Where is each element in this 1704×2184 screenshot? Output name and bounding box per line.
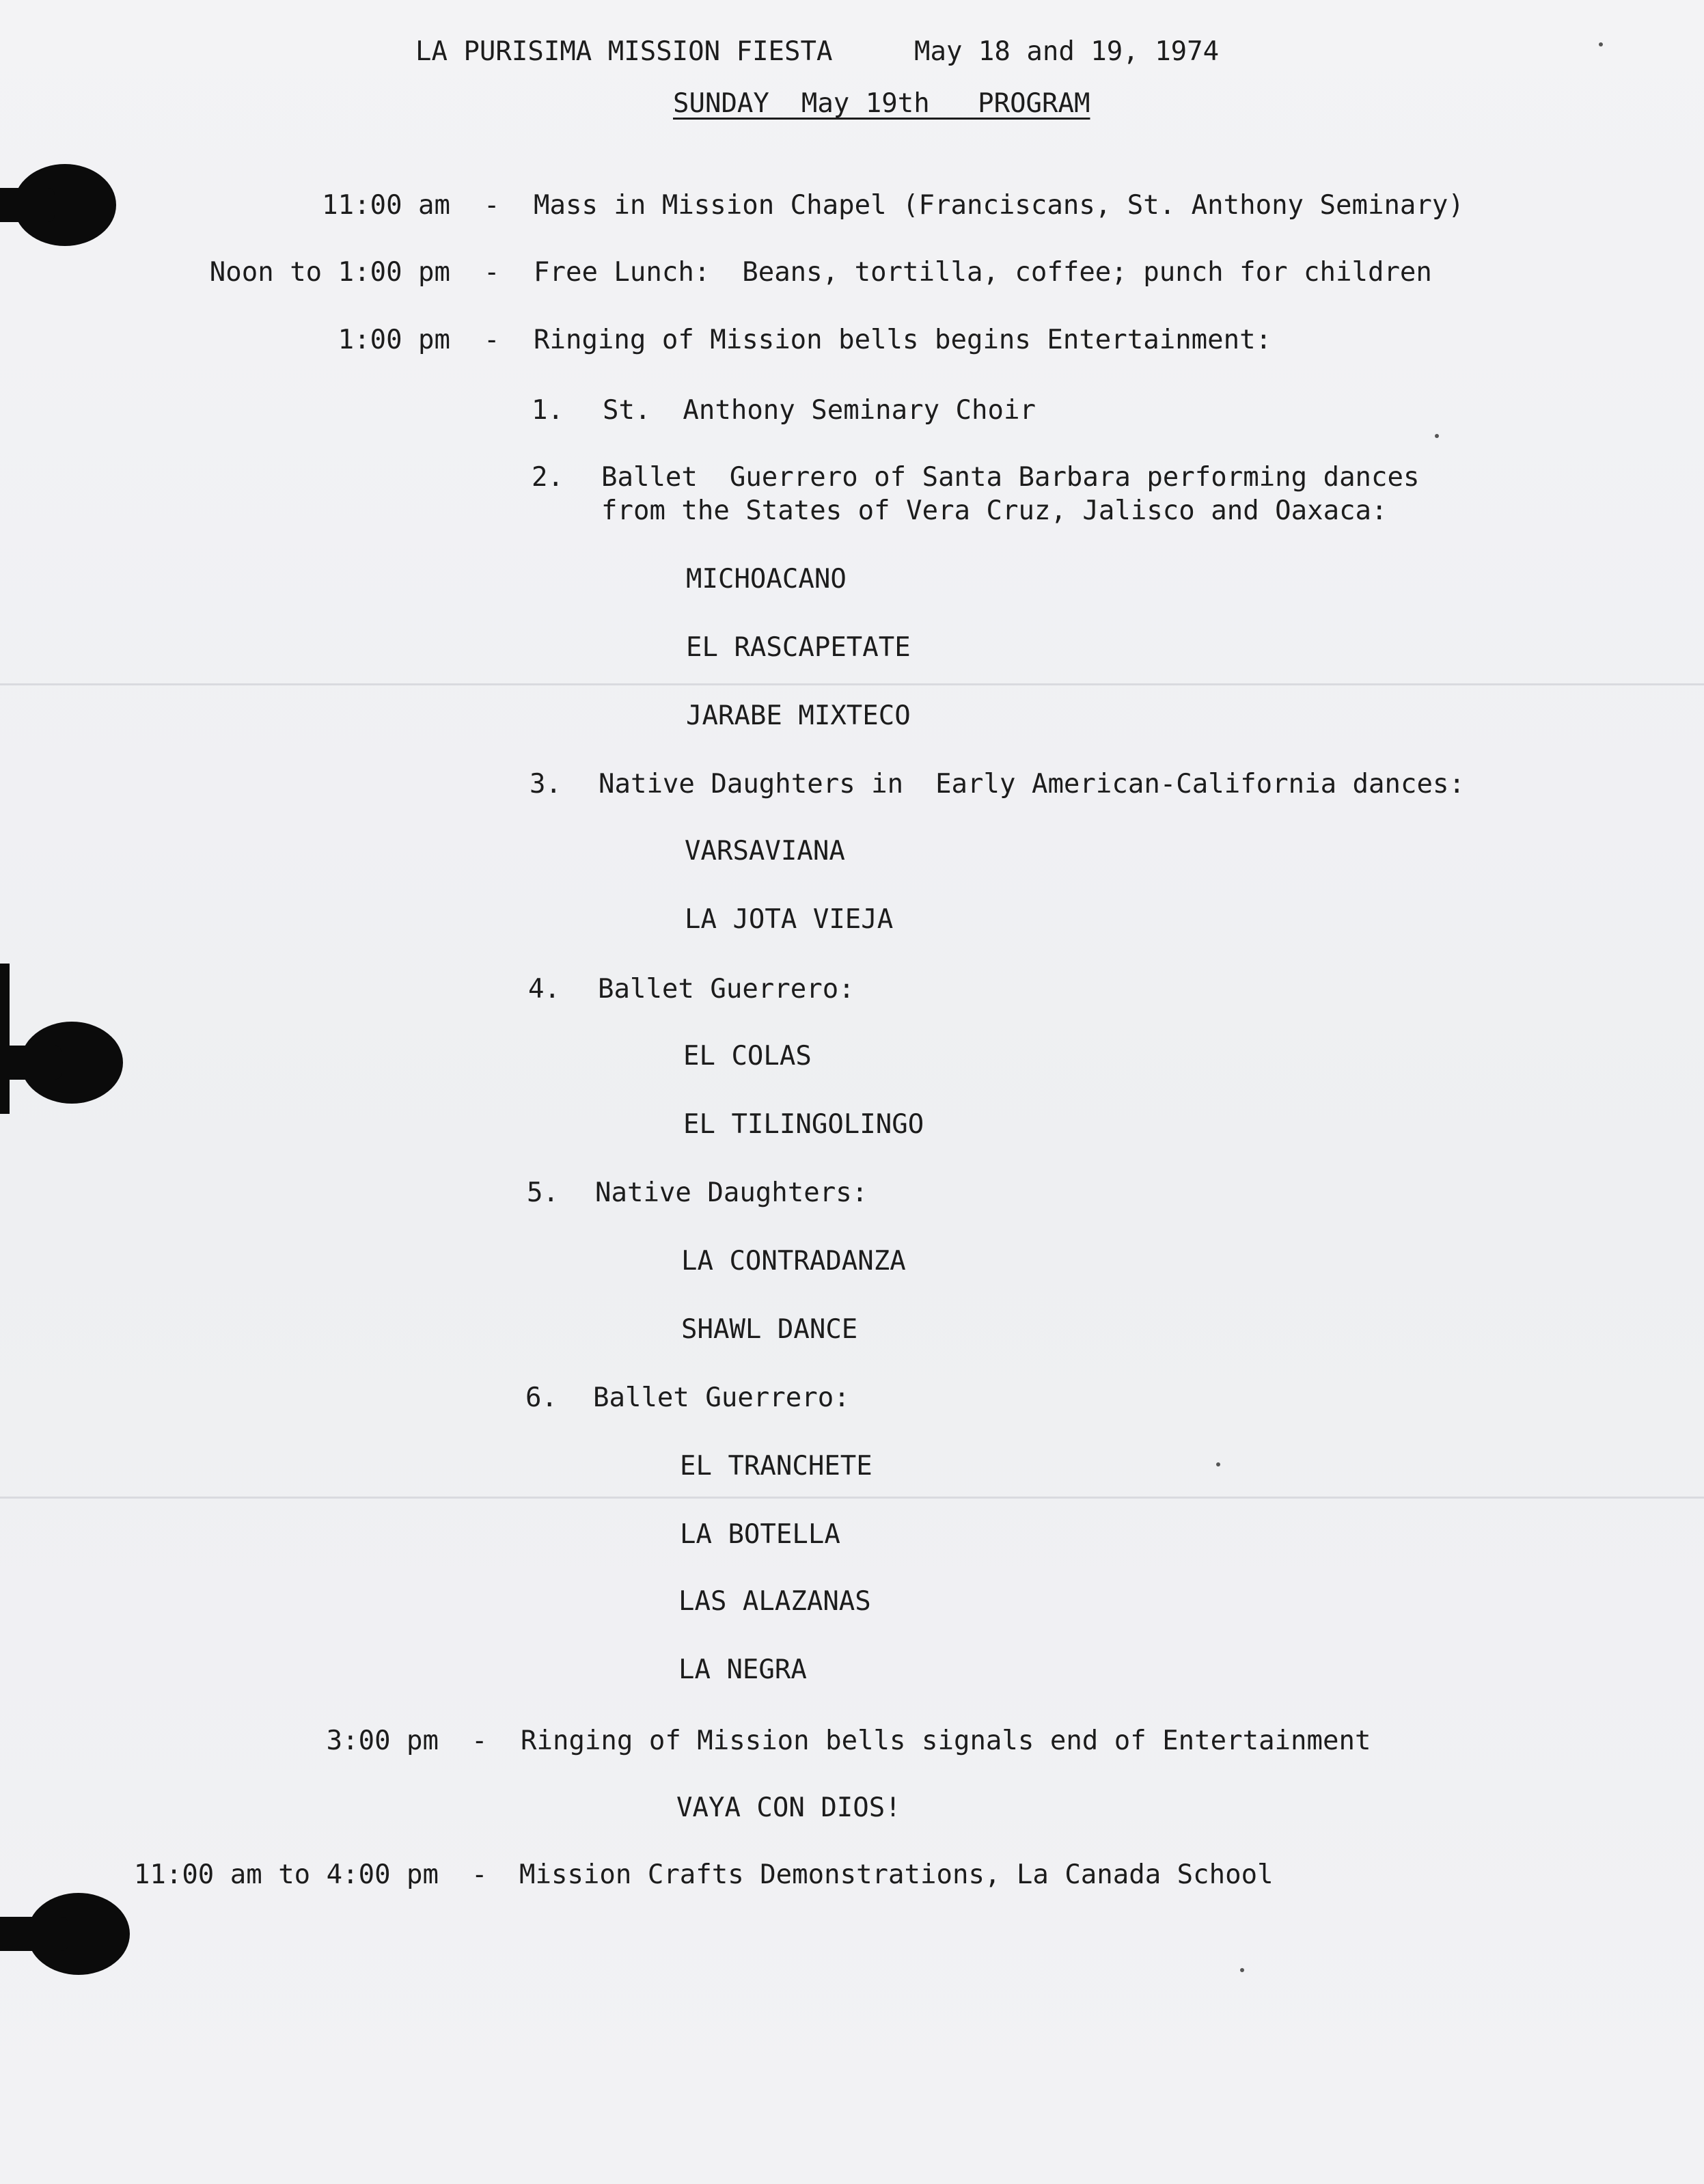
program-item-text: Ballet Guerrero: — [598, 974, 855, 1005]
binder-edge — [0, 964, 10, 1114]
program-item-text: Ballet Guerrero: — [593, 1382, 850, 1413]
schedule-text-bells-start: Ringing of Mission bells begins Entertainment: — [534, 325, 1272, 355]
program-item-text: from the States of Vera Cruz, Jalisco and Oaxaca: — [601, 495, 1388, 526]
program-item-number: 4. — [528, 974, 560, 1005]
schedule-dash: - — [484, 257, 500, 288]
farewell-text: VAYA CON DIOS! — [676, 1792, 901, 1823]
schedule-text-mass: Mass in Mission Chapel (Franciscans, St. Anthony Seminary) — [534, 190, 1464, 221]
schedule-dash: - — [484, 325, 500, 355]
paper-speck — [1216, 1462, 1220, 1466]
dance-name: SHAWL DANCE — [681, 1314, 858, 1345]
dance-name: VARSAVIANA — [685, 836, 845, 866]
dance-name: JARABE MIXTECO — [686, 700, 911, 731]
program-item-text: Ballet Guerrero of Santa Barbara performing dances — [601, 462, 1420, 493]
schedule-time-mass: 11:00 am — [322, 190, 450, 221]
schedule-dash: - — [484, 190, 500, 221]
schedule-dash: - — [471, 1725, 488, 1756]
dance-name: MICHOACANO — [686, 564, 847, 595]
fold-line — [0, 683, 1704, 685]
schedule-time-crafts: 11:00 am to 4:00 pm — [133, 1859, 439, 1890]
paper-speck — [1599, 42, 1603, 46]
dance-name: LAS ALAZANAS — [678, 1586, 871, 1617]
program-subtitle: SUNDAY May 19th PROGRAM — [673, 88, 1090, 119]
program-item-number: 3. — [530, 769, 562, 800]
schedule-dash: - — [471, 1859, 488, 1890]
schedule-text-bells-end: Ringing of Mission bells signals end of Entertainment — [521, 1725, 1371, 1756]
program-item-number: 6. — [525, 1382, 558, 1413]
program-item-text: Native Daughters: — [595, 1177, 868, 1208]
schedule-text-lunch: Free Lunch: Beans, tortilla, coffee; punch for children — [534, 257, 1432, 288]
punch-hole — [14, 164, 116, 246]
program-item-number: 5. — [527, 1177, 559, 1208]
dance-name: EL COLAS — [683, 1041, 812, 1071]
paper-speck — [1240, 1968, 1244, 1972]
dance-name: EL TILINGOLINGO — [683, 1109, 924, 1140]
dance-name: LA NEGRA — [678, 1654, 807, 1685]
program-item-number: 2. — [532, 462, 564, 493]
punch-hole — [20, 1022, 123, 1104]
program-item-text: St. Anthony Seminary Choir — [603, 395, 1036, 426]
fold-line — [0, 1497, 1704, 1499]
dance-name: LA JOTA VIEJA — [685, 904, 894, 935]
punch-hole — [27, 1893, 130, 1975]
schedule-time-bells-start: 1:00 pm — [338, 325, 450, 355]
dance-name: EL RASCAPETATE — [686, 632, 911, 663]
schedule-time-lunch: Noon to 1:00 pm — [209, 257, 450, 288]
program-item-text: Native Daughters in Early American-California dances: — [599, 769, 1465, 800]
dance-name: EL TRANCHETE — [680, 1451, 872, 1482]
schedule-text-crafts: Mission Crafts Demonstrations, La Canada School — [519, 1859, 1274, 1890]
dance-name: LA CONTRADANZA — [681, 1246, 906, 1277]
dance-name: LA BOTELLA — [680, 1519, 840, 1550]
schedule-time-bells-end: 3:00 pm — [326, 1725, 439, 1756]
document-dates: May 18 and 19, 1974 — [914, 36, 1220, 67]
document-title: LA PURISIMA MISSION FIESTA — [415, 36, 833, 67]
program-item-number: 1. — [532, 395, 564, 426]
paper-speck — [1435, 434, 1439, 438]
